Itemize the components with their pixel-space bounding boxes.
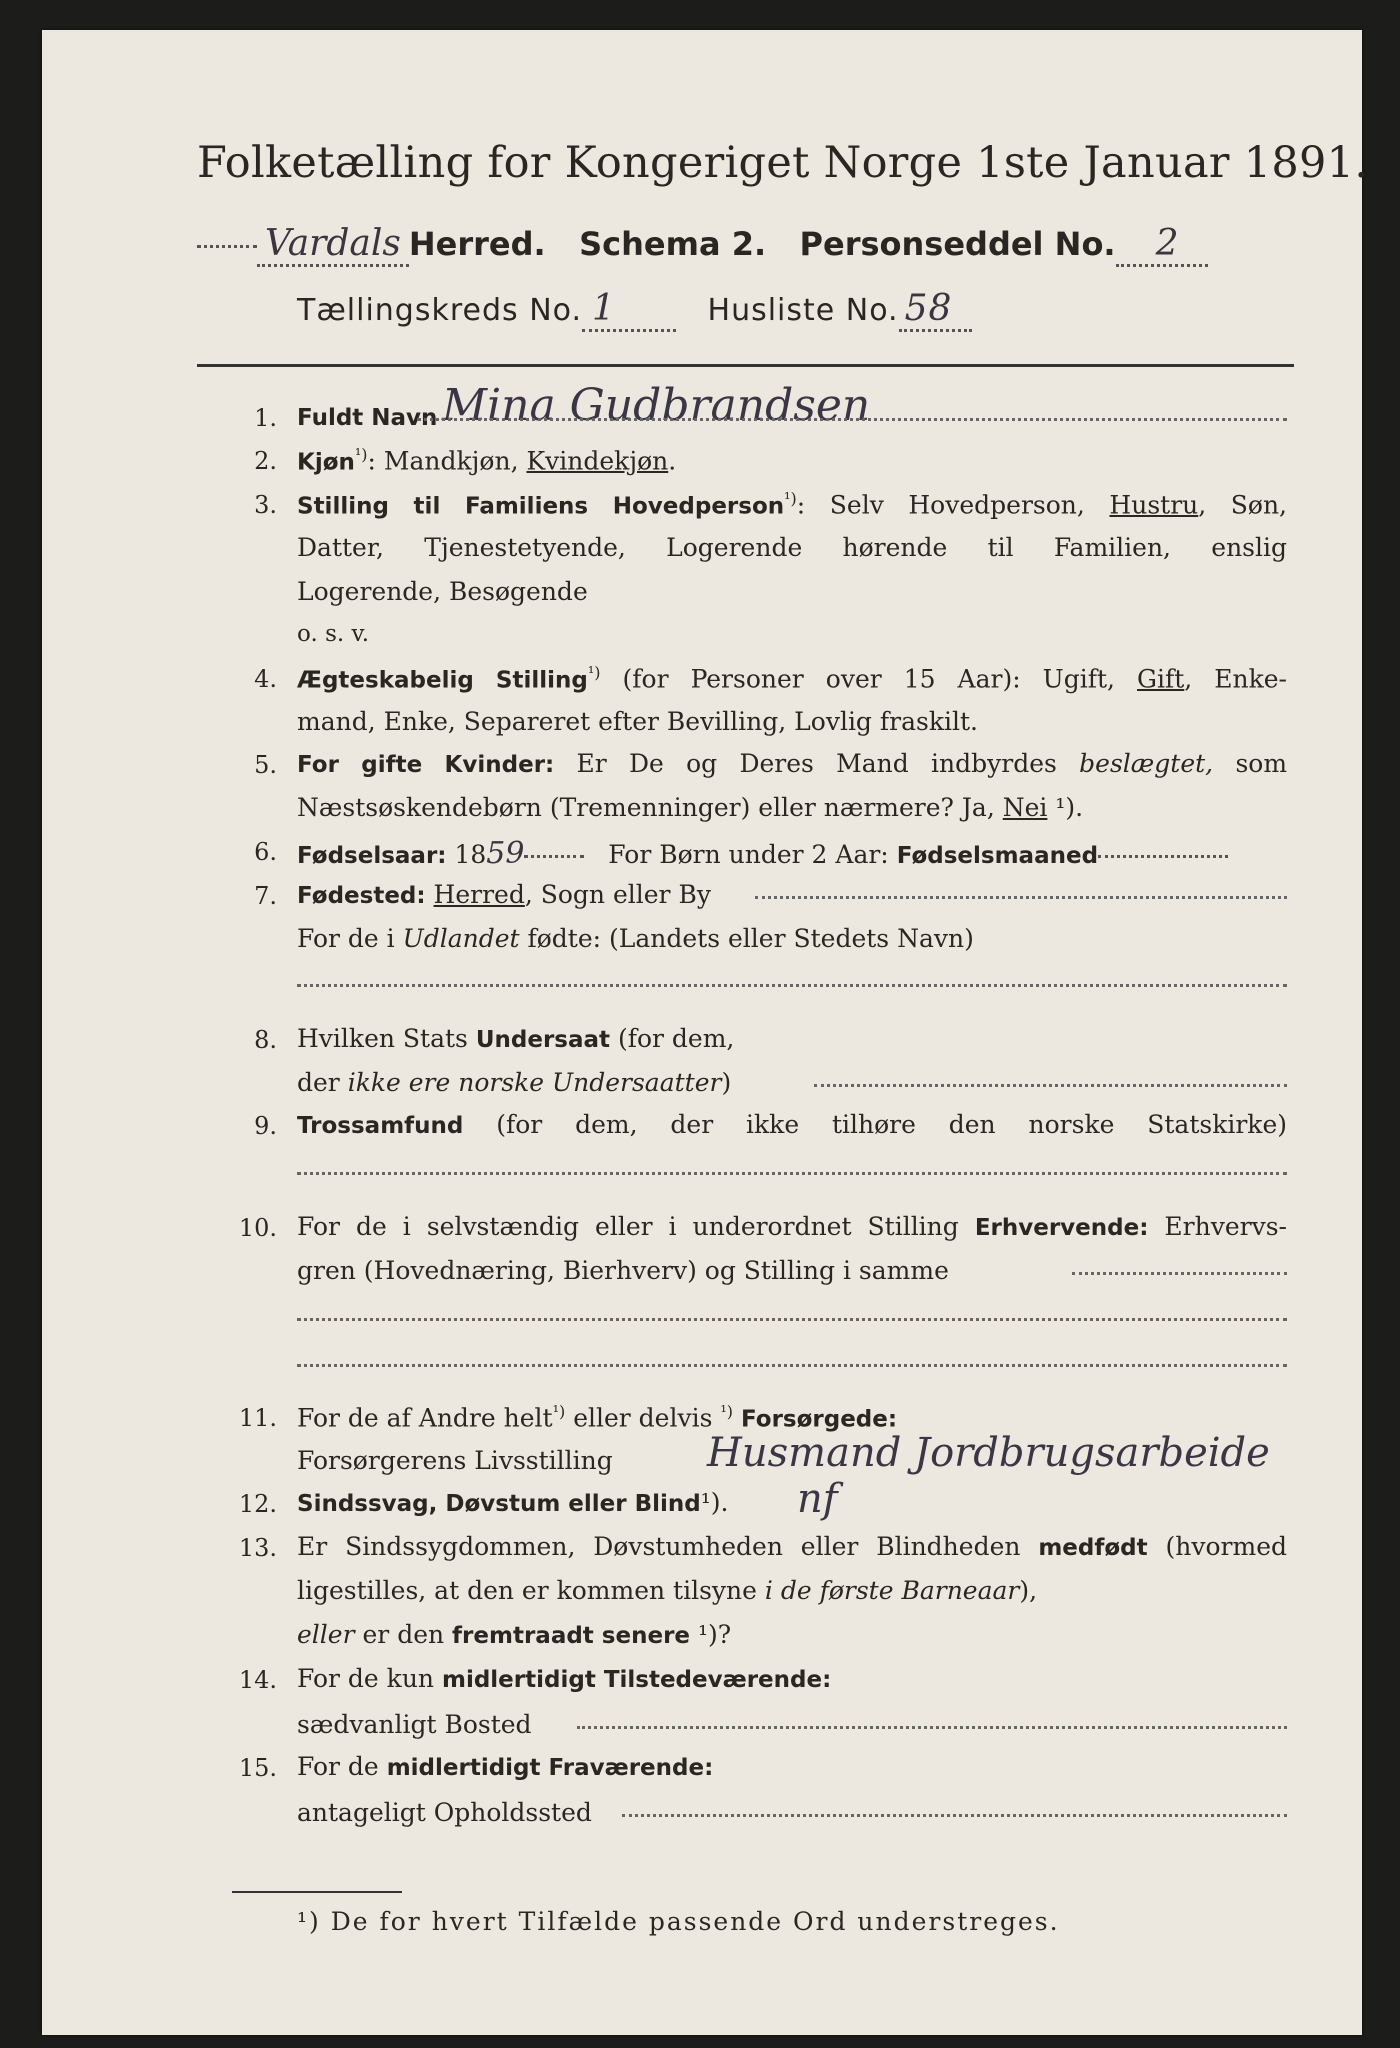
item-number: 7. xyxy=(254,882,277,910)
q9-blank-line xyxy=(297,1172,1287,1175)
q14-text: For de kun midlertidigt Tilstedeværende: xyxy=(297,1664,832,1693)
item-number: 10. xyxy=(238,1214,277,1242)
q13-text: Er Sindssygdommen, Døvstumheden eller Blindheden medfødt (hvormed xyxy=(297,1532,1287,1561)
q10-line2: gren (Hovednæring, Bierhverv) og Stilling i samme xyxy=(297,1256,949,1285)
herred-row xyxy=(197,223,1208,264)
q14-dotline xyxy=(577,1726,1287,1729)
q14-line2: sædvanligt Bosted xyxy=(297,1710,532,1739)
q5-text: For gifte Kvinder: Er De og Deres Mand indbyrdes beslægtet, som xyxy=(297,749,1288,778)
husliste-label: Husliste No. xyxy=(707,293,899,328)
husliste-value: 58 xyxy=(899,288,973,332)
q7-line2: For de i Udlandet fødte: (Landets eller Stedets Navn) xyxy=(297,924,974,953)
item-number: 5. xyxy=(254,751,277,779)
q10-blank-line-1 xyxy=(297,1318,1287,1321)
q3-line2: Datter, Tjenestetyende, Logerende hørende til Familien, enslig xyxy=(297,533,1287,562)
herred-label: Herred. xyxy=(408,225,546,263)
form-title: Folketælling for Kongeriget Norge 1ste Januar 1891. xyxy=(197,138,1369,188)
q10-text: For de i selvstændig eller i underordnet Stilling Erhvervende: Erhvervs- xyxy=(297,1212,1287,1241)
q11-text: For de af Andre helt$^{^1)}$ eller delvis $^{^1)}$ Forsørgede: xyxy=(297,1402,898,1433)
item-number: 8. xyxy=(254,1026,277,1054)
q1-dotline xyxy=(417,418,1287,421)
q10-blank-line-2 xyxy=(297,1364,1287,1367)
q2-text: Kjøn$^{^1)}$: Mandkjøn, Kvindekjøn. xyxy=(297,445,677,476)
q2-selected-option: Kvindekjøn xyxy=(526,446,669,476)
item-number: 4. xyxy=(254,665,277,693)
q9-text: Trossamfund (for dem, der ikke tilhøre den norske Statskirke) xyxy=(297,1110,1287,1139)
q15-dotline xyxy=(622,1814,1287,1817)
header-rule xyxy=(197,364,1294,367)
kreds-value: 1 xyxy=(582,288,676,332)
kreds-row xyxy=(297,288,972,329)
q7-dotline xyxy=(755,896,1287,899)
item-number: 11. xyxy=(238,1404,277,1432)
q3-text: Stilling til Familiens Hovedperson$^{^1)}$: Selv Hovedperson, Hustru, Søn, xyxy=(297,489,1288,520)
schema-label: Schema 2. xyxy=(579,225,767,263)
q4-line2: mand, Enke, Separeret efter Bevilling, Lovlig fraskilt. xyxy=(297,707,978,736)
q3-line3: Logerende, Besøgende xyxy=(297,577,588,606)
item-number: 1. xyxy=(254,404,277,432)
q8-dotline xyxy=(814,1084,1287,1087)
q6-year-value: 59 xyxy=(486,836,525,871)
q7-blank-line xyxy=(297,984,1287,987)
personseddel-value: 2 xyxy=(1116,223,1209,267)
census-form-page xyxy=(42,30,1369,2035)
q13-line2: ligestilles, at den er kommen tilsyne i de første Barneaar), xyxy=(297,1576,1038,1605)
q5-selected-option: Nei xyxy=(1002,793,1048,822)
q6-text: Fødselsaar: 1859 For Børn under 2 Aar: Fødselsmaaned xyxy=(297,836,1228,871)
herred-value: Vardals xyxy=(257,223,409,267)
item-number: 15. xyxy=(238,1754,277,1782)
item-number: 9. xyxy=(254,1112,277,1140)
kreds-label: Tællingskreds No. xyxy=(297,293,582,328)
q7-text: Fødested: Herred, Sogn eller By xyxy=(297,880,711,909)
item-number: 14. xyxy=(238,1666,277,1694)
q8-line2: der ikke ere norske Undersaatter) xyxy=(297,1068,732,1097)
q15-line2: antageligt Opholdssted xyxy=(297,1798,592,1827)
footnote-rule xyxy=(232,1891,402,1893)
q11-line2: Forsørgerens Livsstilling xyxy=(297,1446,613,1475)
q3-selected-option: Hustru xyxy=(1109,490,1199,520)
herred-dots xyxy=(197,245,257,248)
q3-line4: o. s. v. xyxy=(297,621,370,647)
q13-line3: eller er den fremtraadt senere ¹)? xyxy=(297,1620,732,1649)
q11-value: Husmand Jordbrugsarbeide xyxy=(707,1430,1270,1476)
item-number: 2. xyxy=(254,447,277,475)
q12-text: Sindssvag, Døvstum eller Blind¹). xyxy=(297,1488,729,1517)
q12-value: nf xyxy=(797,1476,838,1522)
q4-selected-option: Gift xyxy=(1137,664,1185,694)
q1-label: Fuldt Navn xyxy=(297,405,438,431)
item-number: 12. xyxy=(238,1490,277,1518)
q8-text: Hvilken Stats Undersaat (for dem, xyxy=(297,1024,735,1053)
q7-selected-option: Herred xyxy=(433,880,525,909)
item-number: 13. xyxy=(238,1534,277,1562)
footnote: ¹) De for hvert Tilfælde passende Ord understreges. xyxy=(297,1907,1060,1936)
q10-dotline xyxy=(1072,1272,1287,1275)
item-number: 3. xyxy=(254,491,277,519)
q15-text: For de midlertidigt Fraværende: xyxy=(297,1752,714,1781)
personseddel-label: Personseddel No. xyxy=(799,225,1116,263)
item-number: 6. xyxy=(254,838,277,866)
q4-text: Ægteskabelig Stilling$^{^1)}$ (for Personer over 15 Aar): Ugift, Gift, Enke- xyxy=(297,663,1287,694)
q1-name-value: Mina Gudbrandsen xyxy=(442,380,871,431)
q5-line2: Næstsøskendebørn (Tremenninger) eller nærmere? Ja, Nei ¹). xyxy=(297,793,1084,822)
